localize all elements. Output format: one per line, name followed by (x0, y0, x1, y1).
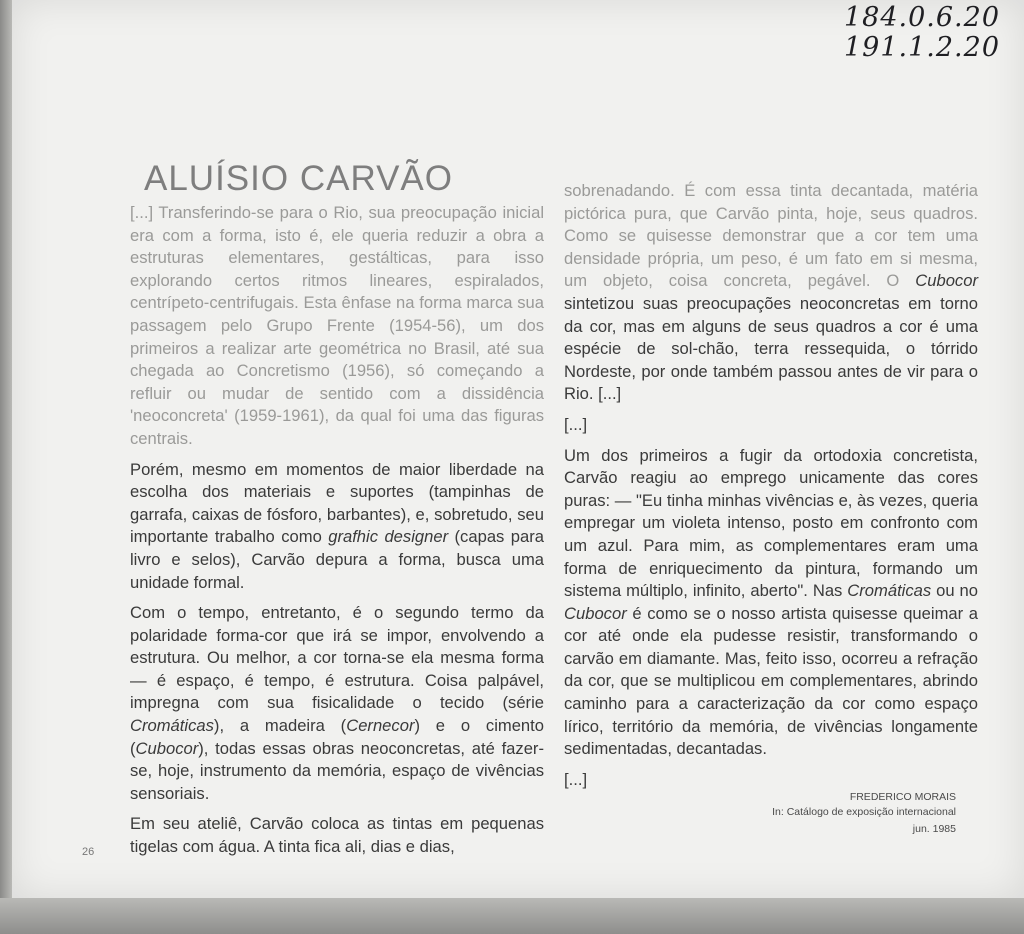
credit-author: FREDERICO MORAIS (849, 791, 956, 803)
paragraph: [...] (564, 769, 588, 789)
text-column-right (564, 180, 978, 799)
paragraph: [...] Transferindo-se para o Rio, sua preocupação inicial era com a forma, isto é, ele queria reduzir a obra a estruturas elementares, gestálticas, para isso explorando certos ritmos lineares, espiralados, centrípeto-centrifugais. Esta ênfase na forma marca sua passagem pelo Grupo Frente (1954-56), um dos primeiros a realizar arte geométrica no Brasil, até sua chegada ao Concretismo (1956), só começando a refluir ou mudar de sentido com a dissidência 'neoconcreta' (1959-1961), da qual foi uma das figuras centrais. (130, 203, 544, 448)
credit-date: jun. 1985 (912, 823, 956, 835)
scan-edge-bottom (0, 898, 1024, 934)
page-title: ALUÍSIO CARVÃO (144, 159, 454, 199)
text-column-left (130, 202, 544, 867)
paragraph: Um dos primeiros a fugir da ortodoxia concretista, Carvão reagiu ao emprego unicamente das cores puras: — "Eu tinha minhas vivências e, às vezes, queria empregar um violeta intenso, posto em confronto com um azul. Para mim, as complementares eram uma forma de enriquecimento da pintura, formando um sistema múltiplo, infinito, aberto". Nas Cromáticas ou no Cubocor é como se o nosso artista quisesse queimar a cor até onde ela pudesse resistir, transformando o carvão em diamante. Mas, feito isso, ocorreu a refração da cor, que se multiplicou em complementares, abrindo caminho para a caracterização da cor como espaço lírico, território da memória, de vivências longamente sedimentadas, decantadas. (564, 445, 978, 759)
handwritten-number-2: 191.1.2.20 (844, 32, 1000, 63)
paragraph: Porém, mesmo em momentos de maior liberdade na escolha dos materiais e suportes (tampinhas de garrafa, caixas de fósforo, barbantes), e, sobretudo, seu importante trabalho como grafhic designer (capas para livro e selos), Carvão depura a forma, busca uma unidade formal. (130, 459, 544, 592)
paragraph: [...] (564, 414, 588, 434)
handwritten-number-1: 184.0.6.20 (844, 2, 1000, 33)
credit-source: In: Catálogo de exposição internacional (772, 806, 956, 818)
paragraph: sobrenadando. É com essa tinta decantada, matéria pictórica pura, que Carvão pinta, hoje, seus quadros. Como se quisesse demonstrar que a cor tem uma densidade própria, um peso, é um fato em si mesma, um objeto, coisa concreta, pegável. O Cubocor sintetizou suas preocupações neoconcretas em torno da cor, mas em alguns de seus quadros a cor é uma espécie de sol-chão, terra ressequida, o tórrido Nordeste, por onde também passou antes de vir para o Rio. [...] (564, 181, 978, 404)
paragraph: Com o tempo, entretanto, é o segundo termo da polaridade forma-cor que irá se impor, envolvendo a estrutura. Ou melhor, a cor torna-se ela mesma forma — é espaço, é tempo, é estrutura. Coisa palpável, impregna com sua fisicalidade o tecido (série Cromáticas), a madeira (Cernecor) e o cimento (Cubocor), todas essas obras neoconcretas, até fazer-se, hoje, instrumento da memória, espaço de vivências sensoriais. (130, 603, 545, 803)
paragraph: Em seu ateliê, Carvão coloca as tintas em pequenas tigelas com água. A tinta fica ali, dias e dias, (130, 814, 544, 857)
page-number: 26 (82, 846, 95, 858)
document-page (12, 0, 1024, 898)
